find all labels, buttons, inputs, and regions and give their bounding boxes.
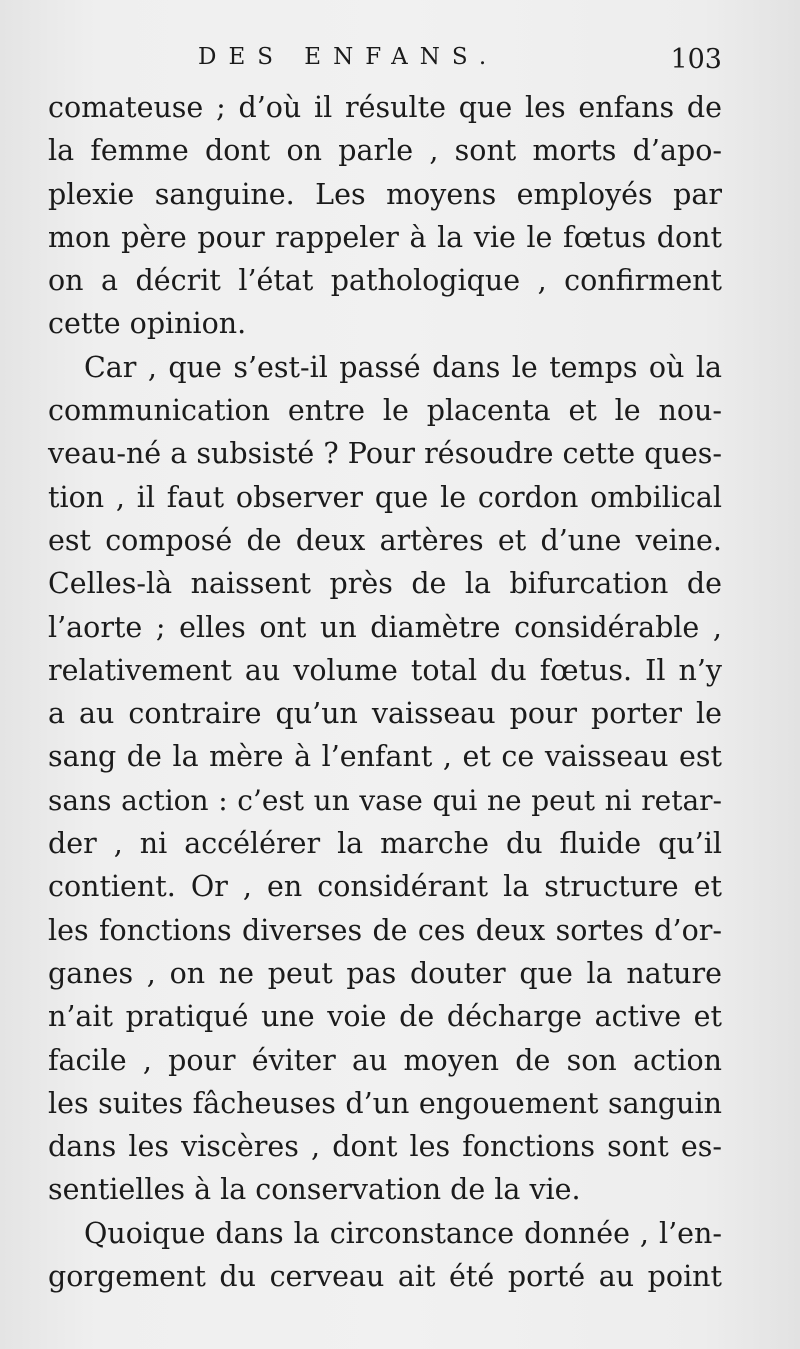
- text-line: facile , pour éviter au moyen de son action: [48, 1043, 722, 1077]
- text-line: on a décrit l’état pathologique , confirment: [48, 264, 722, 298]
- text-line: sang de la mère à l’enfant , et ce vaisseau est: [48, 740, 722, 774]
- text-line: sans action : c’est un vase qui ne peut ni retar-: [48, 783, 722, 817]
- page-header: [48, 44, 722, 80]
- text-line: relativement au volume total du fœtus. Il n’y: [48, 653, 722, 687]
- text-line: est composé de deux artères et d’une veine.: [48, 523, 722, 557]
- text-line: veau-né a subsisté ? Pour résoudre cette ques-: [48, 437, 722, 471]
- text-line: contient. Or , en considérant la structure et: [48, 870, 722, 904]
- text-line: plexie sanguine. Les moyens employés par: [48, 177, 722, 211]
- text-line: tion , il faut observer que le cordon ombilical: [48, 480, 722, 514]
- text-line: der , ni accélérer la marche du fluide qu’il: [48, 827, 722, 861]
- text-line: comateuse ; d’où il résulte que les enfans de: [48, 91, 722, 124]
- text-line: n’ait pratiqué une voie de décharge active et: [48, 1000, 722, 1034]
- body-text: [48, 86, 722, 1298]
- running-title: DES ENFANS.: [198, 44, 499, 70]
- text-line: a au contraire qu’un vaisseau pour porter le: [48, 697, 722, 731]
- text-line: la femme dont on parle , sont morts d’apo-: [48, 134, 722, 168]
- text-line: sentielles à la conservation de la vie.: [48, 1173, 581, 1207]
- text-line: cette opinion.: [48, 307, 247, 341]
- page-number: 103: [670, 44, 722, 75]
- text-line: Quoique dans la circonstance donnée , l’en-: [84, 1216, 722, 1250]
- text-line: mon père pour rappeler à la vie le fœtus dont: [48, 220, 722, 254]
- text-line: Celles-là naissent près de la bifurcation de: [48, 567, 722, 601]
- text-line: communication entre le placenta et le nou-: [48, 394, 722, 428]
- text-line: ganes , on ne peut pas douter que la nature: [48, 956, 722, 990]
- text-line: Car , que s’est-il passé dans le temps où la: [84, 350, 722, 384]
- text-line: dans les viscères , dont les fonctions sont es-: [48, 1130, 722, 1164]
- text-line: l’aorte ; elles ont un diamètre considérable ,: [48, 610, 722, 644]
- text-line: gorgement du cerveau ait été porté au point: [48, 1260, 722, 1294]
- text-line: les fonctions diverses de ces deux sortes d’or-: [48, 913, 722, 947]
- text-line: les suites fâcheuses d’un engouement sanguin: [48, 1086, 722, 1120]
